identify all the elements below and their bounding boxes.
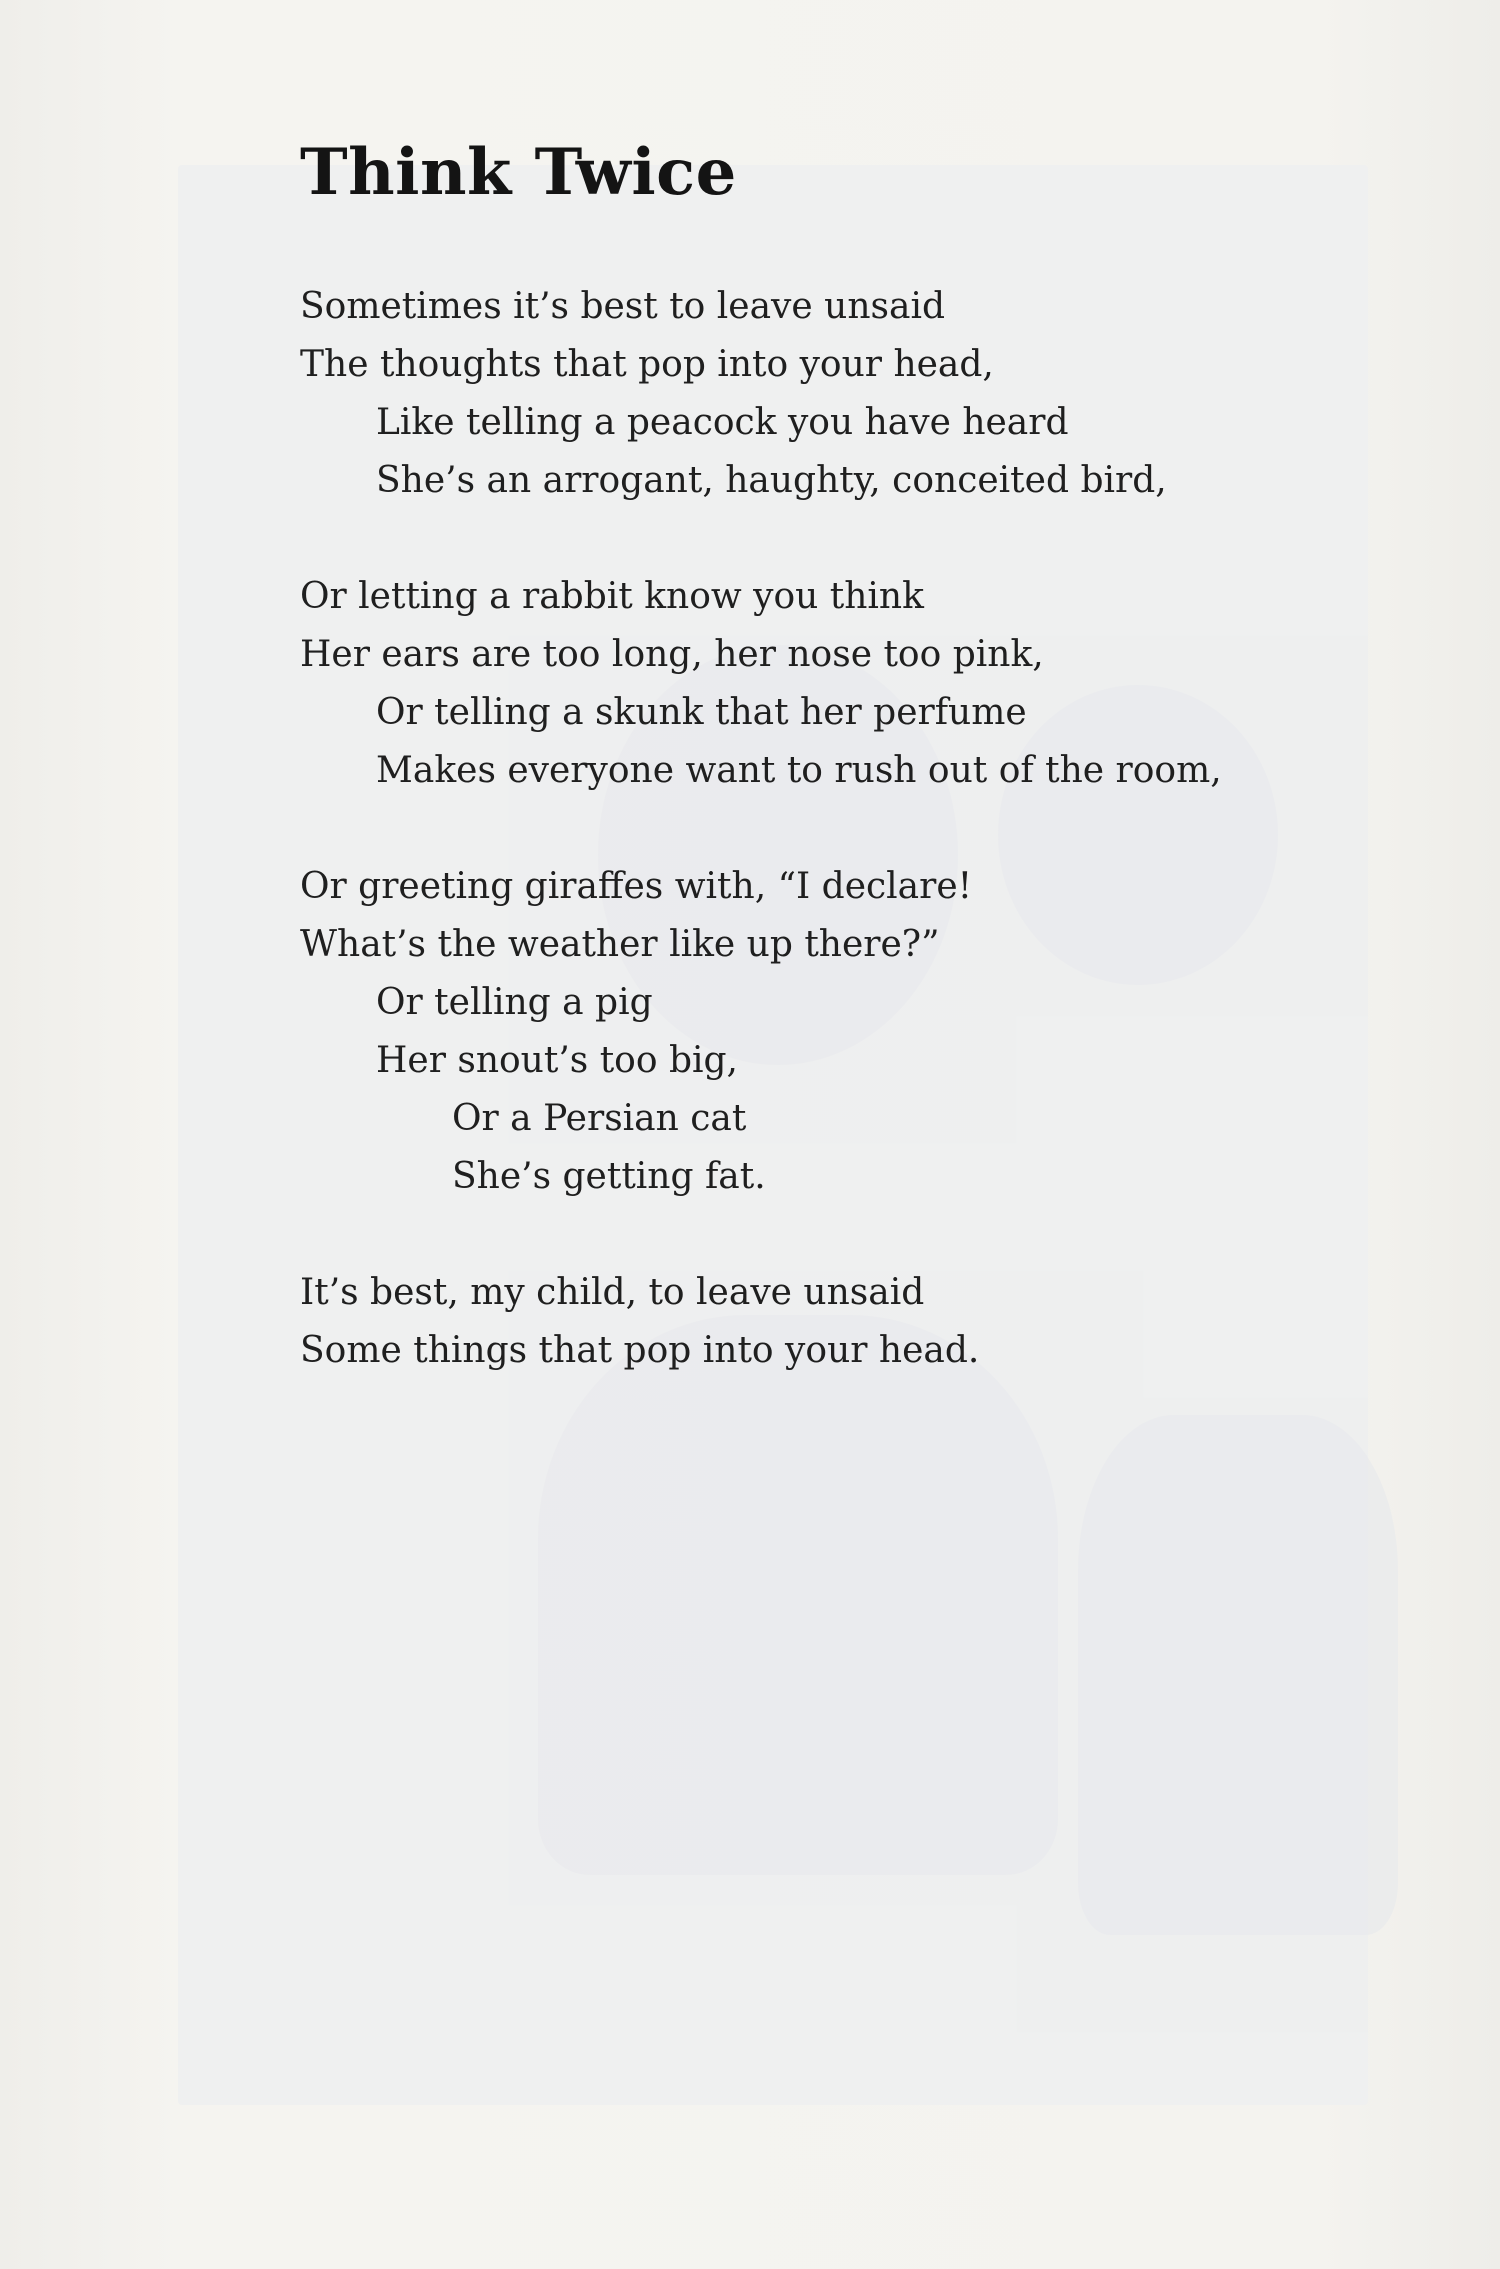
poem-line: Her ears are too long, her nose too pink, — [300, 634, 1044, 676]
poem-line: Like telling a peacock you have heard — [376, 402, 1069, 444]
stanza-3 — [300, 858, 1350, 1206]
poem-line: What’s the weather like up there?” — [300, 924, 940, 966]
poem-line: She’s getting fat. — [452, 1156, 766, 1198]
poem-line: Or a Persian cat — [452, 1098, 747, 1140]
poem-line: Sometimes it’s best to leave unsaid — [300, 286, 946, 328]
poem-line: Or telling a skunk that her perfume — [376, 692, 1027, 734]
poem-line: Or letting a rabbit know you think — [300, 576, 924, 618]
poem-title: Think Twice — [300, 135, 737, 210]
poem-line: Her snout’s too big, — [376, 1040, 739, 1082]
poem-line: Or telling a pig — [376, 982, 653, 1024]
faded-illustration-shape — [1078, 1415, 1398, 1935]
poem-line: It’s best, my child, to leave unsaid — [300, 1272, 925, 1314]
poem — [300, 135, 1350, 1438]
poem-line: Or greeting giraffes with, “I declare! — [300, 866, 973, 908]
stanza-4 — [300, 1264, 1350, 1380]
poem-line: The thoughts that pop into your head, — [300, 344, 994, 386]
stanza-2 — [300, 568, 1350, 800]
poem-line: Some things that pop into your head. — [300, 1330, 980, 1372]
poem-line: Makes everyone want to rush out of the room, — [376, 750, 1222, 792]
stanza-1 — [300, 278, 1350, 510]
poem-line: She’s an arrogant, haughty, conceited bird, — [376, 460, 1167, 502]
